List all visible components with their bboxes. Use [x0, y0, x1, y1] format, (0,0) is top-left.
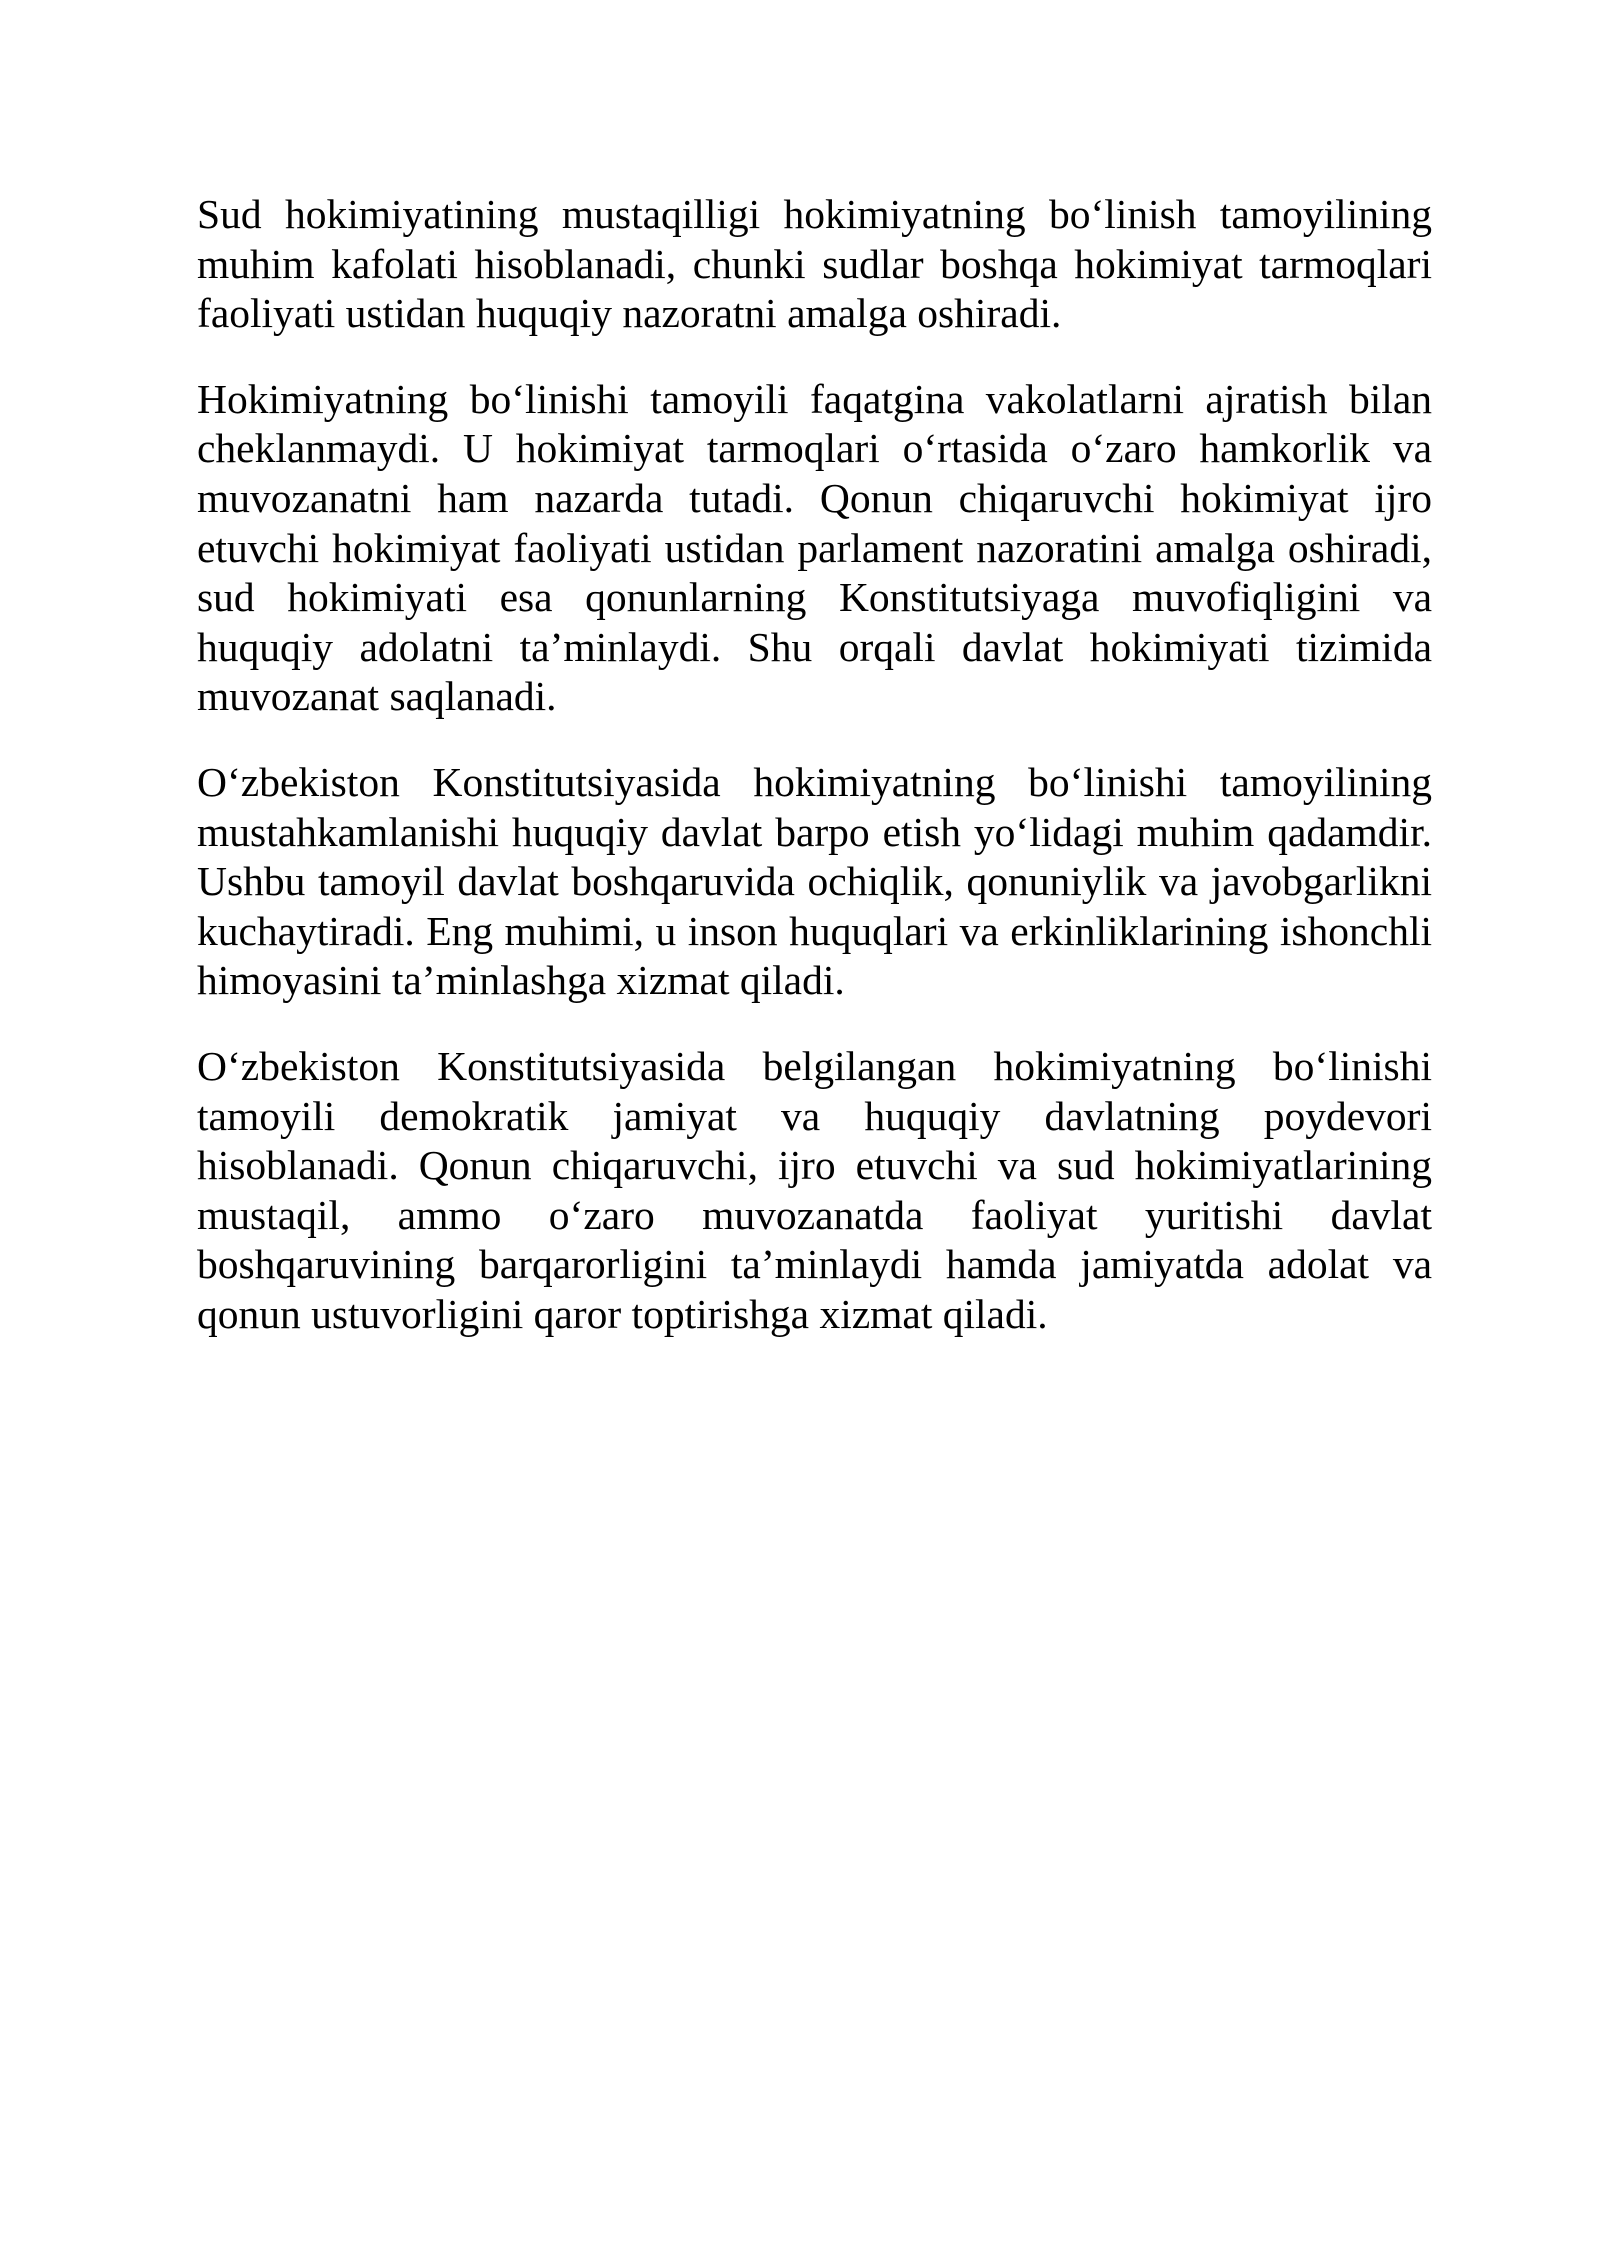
- paragraph-4: Oʻzbekiston Konstitutsiyasida belgilangan hokimiyatning boʻlinishi tamoyili demokratik jamiyat va huquqiy davlatning poydevori hisoblanadi. Qonun chiqaruvchi, ijro etuvchi va sud hokimiyatlarining mustaqil, ammo oʻzaro muvozanatda faoliyat yuritishi davlat boshqaruvining barqarorligini taʼminlaydi hamda jamiyatda adolat va qonun ustuvorligini qaror toptirishga xizmat qiladi.: [197, 1042, 1432, 1337]
- document-page: [197, 190, 1432, 1375]
- paragraph-1: Sud hokimiyatining mustaqilligi hokimiyatning boʻlinish tamoyilining muhim kafolati hisoblanadi, chunki sudlar boshqa hokimiyat tarmoqlari faoliyati ustidan huquqiy nazoratni amalga oshiradi.: [197, 191, 1432, 337]
- paragraph-2: Hokimiyatning boʻlinishi tamoyili faqatgina vakolatlarni ajratish bilan cheklanmaydi. U hokimiyat tarmoqlari oʻrtasida oʻzaro hamkorlik va muvozanatni ham nazarda tutadi. Qonun chiqaruvchi hokimiyat ijro etuvchi hokimiyat faoliyati ustidan parlament nazoratini amalga oshiradi, sud hokimiyati esa qonunlarning Konstitutsiyaga muvofiqligini va huquqiy adolatni taʼminlaydi. Shu orqali davlat hokimiyati tizimida muvozanat saqlanadi.: [197, 375, 1432, 720]
- paragraph-3: Oʻzbekiston Konstitutsiyasida hokimiyatning boʻlinishi tamoyilining mustahkamlanishi huquqiy davlat barpo etish yoʻlidagi muhim qadamdir. Ushbu tamoyil davlat boshqaruvida ochiqlik, qonuniylik va javobgarlikni kuchaytiradi. Eng muhimi, u inson huquqlari va erkinliklarining ishonchli himoyasini taʼminlashga xizmat qiladi.: [197, 758, 1432, 1004]
